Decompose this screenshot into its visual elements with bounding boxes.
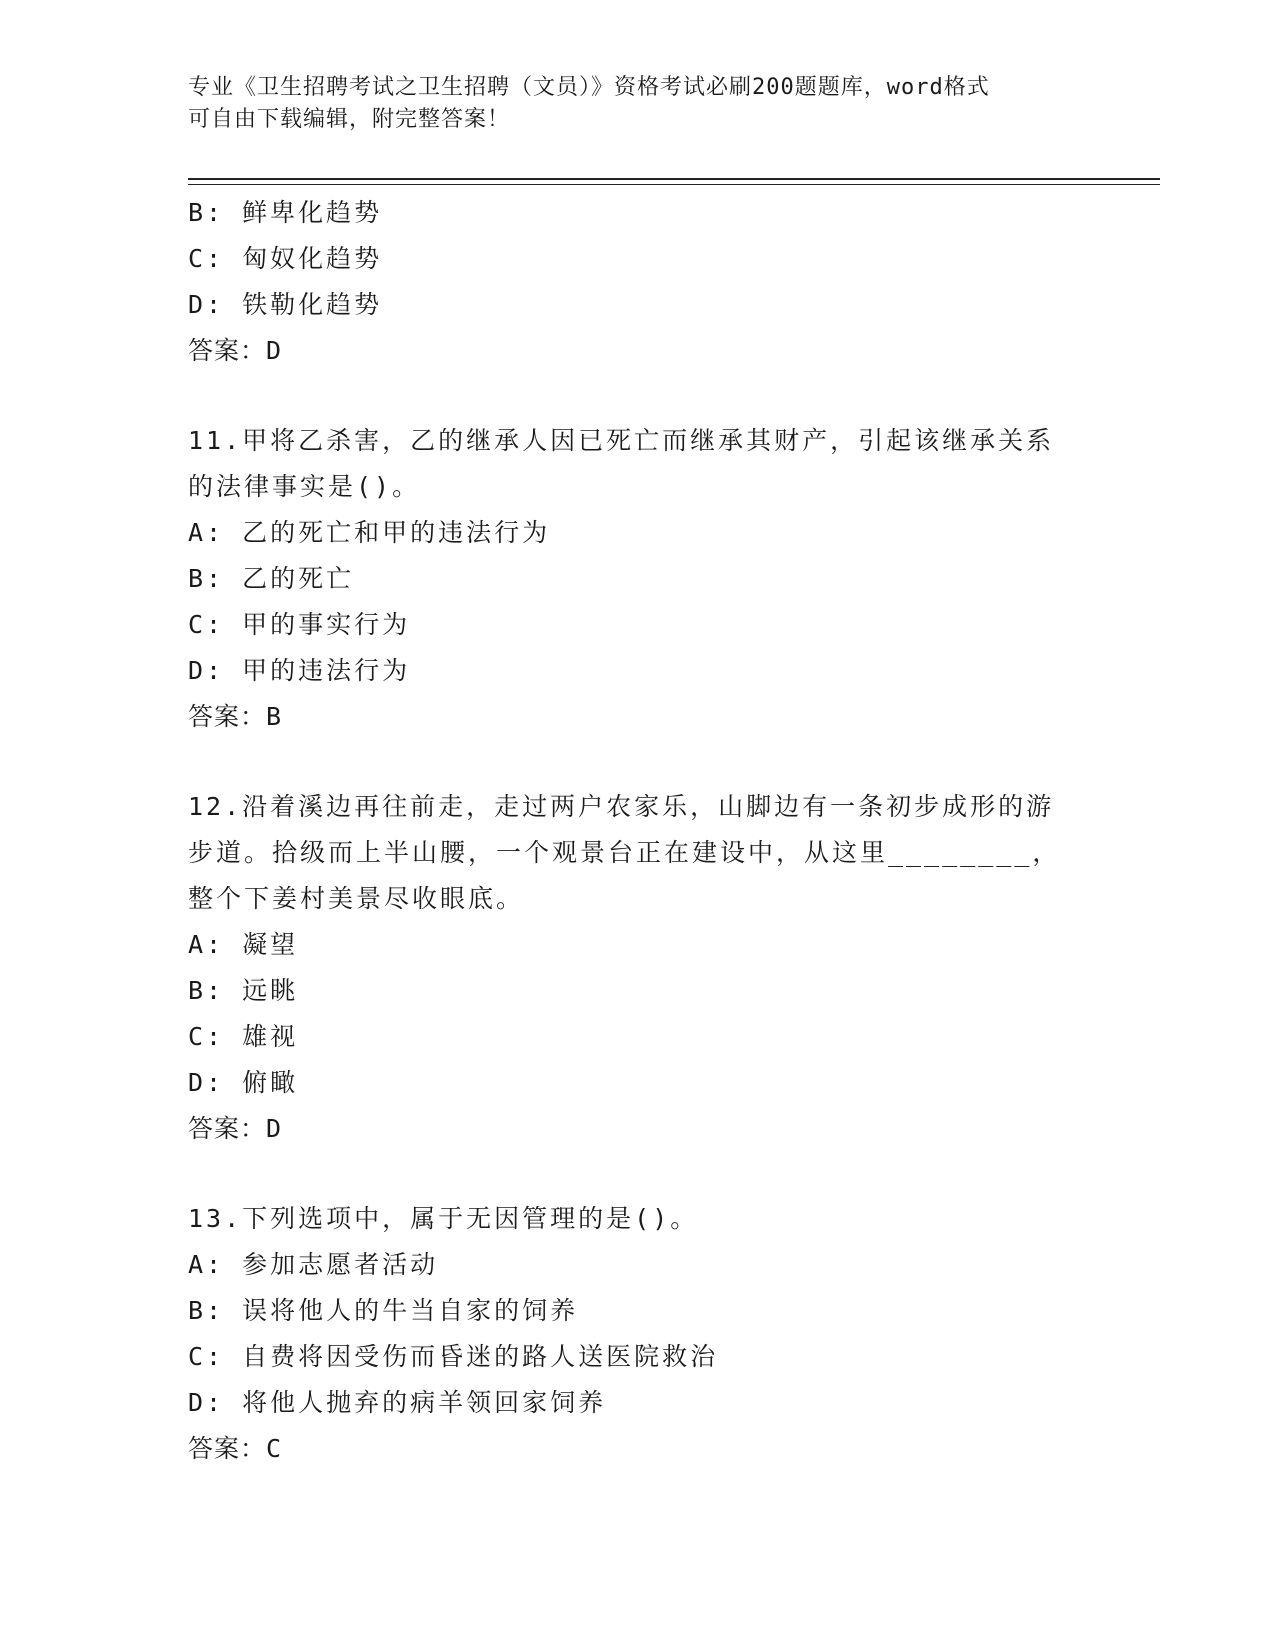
answer-line: [188, 328, 1088, 374]
document-header: [188, 72, 1088, 136]
option-a: A: 乙的死亡和甲的违法行为: [188, 518, 551, 547]
question-stem-line: 步道。拾级而上半山腰，一个观景台正在建设中，从这里________，: [188, 838, 1061, 867]
option-b: B: 误将他人的牛当自家的饲养: [188, 1296, 579, 1325]
option-b: B: 远眺: [188, 976, 299, 1005]
answer-label: 答案：: [188, 1114, 267, 1143]
header-rule-thin: [188, 184, 1160, 185]
option-d: D: 甲的违法行为: [188, 656, 411, 685]
header-line-1: 专业《卫生招聘考试之卫生招聘（文员）》资格考试必刷200题题库，word格式: [188, 75, 990, 100]
option-d: D: 铁勒化趋势: [188, 290, 383, 319]
question-stem-line: 11.甲将乙杀害，乙的继承人因已死亡而继承其财产，引起该继承关系: [188, 426, 1055, 455]
option-c: C: 匈奴化趋势: [188, 244, 383, 273]
question-13: [188, 1196, 1088, 1472]
question-stem-line: 整个下姜村美景尽收眼底。: [188, 884, 525, 913]
header-line-2: 可自由下载编辑，附完整答案！: [188, 107, 511, 132]
answer-value: D: [266, 336, 283, 365]
option-d: D: 将他人抛弃的病羊领回家饲养: [188, 1388, 607, 1417]
option-c: C: 自费将因受伤而昏迷的路人送医院救治: [188, 1342, 719, 1371]
header-rule-thick: [188, 178, 1160, 180]
answer-value: B: [266, 702, 283, 731]
option-c: C: 雄视: [188, 1022, 299, 1051]
option-b: B: 鲜卑化趋势: [188, 198, 383, 227]
option-c: C: 甲的事实行为: [188, 610, 411, 639]
option-b: B: 乙的死亡: [188, 564, 355, 593]
option-a: A: 参加志愿者活动: [188, 1250, 439, 1279]
question-10-tail: [188, 190, 1088, 374]
question-stem-line: 13.下列选项中，属于无因管理的是()。: [188, 1204, 699, 1233]
question-11: [188, 418, 1088, 740]
answer-label: 答案：: [188, 702, 267, 731]
answer-value: C: [266, 1434, 283, 1463]
answer-label: 答案：: [188, 1434, 267, 1463]
answer-value: D: [266, 1114, 283, 1143]
option-d: D: 俯瞰: [188, 1068, 299, 1097]
question-stem-line: 12.沿着溪边再往前走，走过两户农家乐，山脚边有一条初步成形的游: [188, 792, 1055, 821]
answer-line: [188, 1426, 1088, 1472]
question-stem-line: 的法律事实是()。: [188, 472, 421, 501]
question-12: [188, 784, 1088, 1152]
answer-label: 答案：: [188, 336, 267, 365]
question-list: [188, 190, 1088, 1472]
answer-line: [188, 694, 1088, 740]
answer-line: [188, 1106, 1088, 1152]
option-a: A: 凝望: [188, 930, 299, 959]
